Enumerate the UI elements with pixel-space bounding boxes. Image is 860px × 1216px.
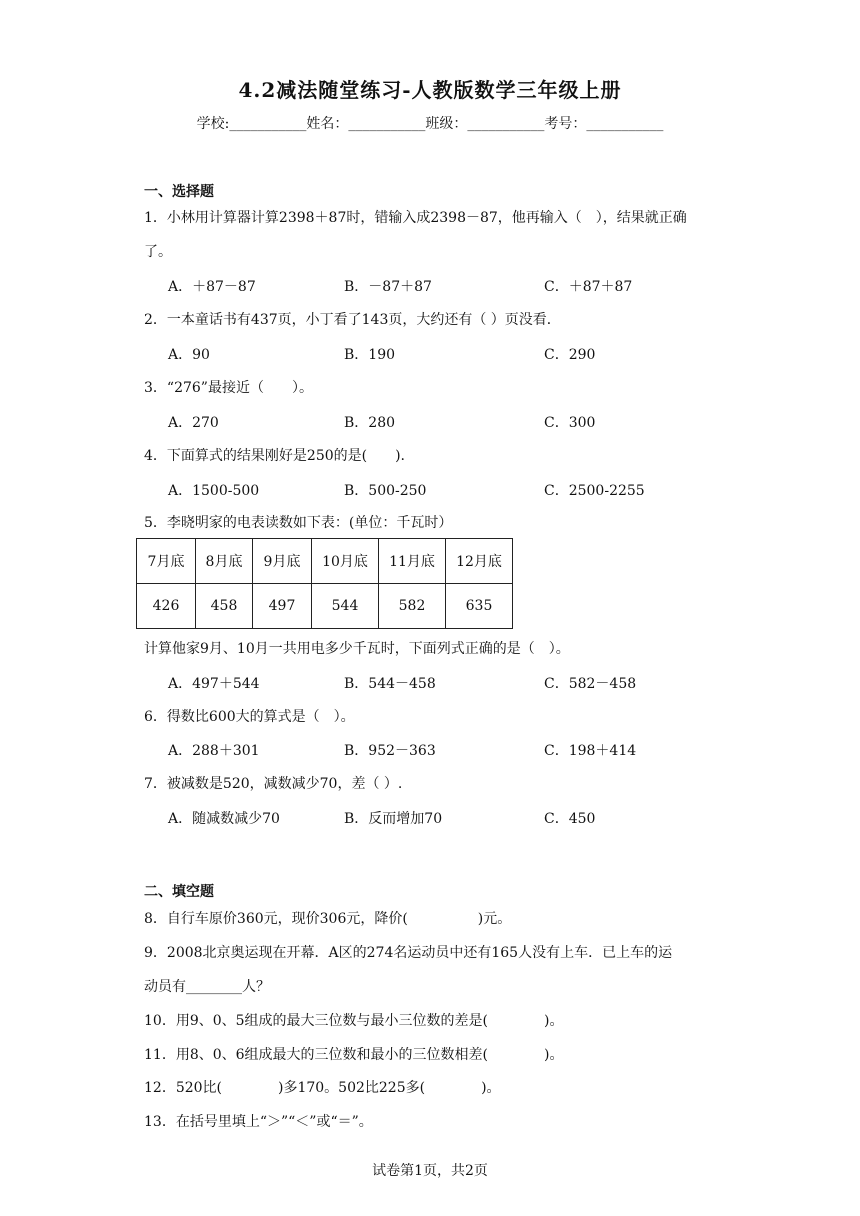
option-b: B．280 <box>344 415 396 431</box>
question-5: 5．李晓明家的电表读数如下表：(单位：千瓦时） <box>144 515 453 531</box>
table-value-cell: 635 <box>446 584 513 629</box>
electricity-table <box>136 538 513 629</box>
question-3: 3．“276”最接近（ ）。 <box>144 380 313 396</box>
option-b: B．500-250 <box>344 483 427 499</box>
page-title: 4.2减法随堂练习-人教版数学三年级上册 <box>238 78 622 102</box>
table-value-cell: 426 <box>137 584 196 629</box>
section-heading-choice: 一、选择题 <box>144 184 214 200</box>
question-5-options <box>168 673 728 693</box>
question-7: 7．被减数是520，减数减少70，差（ ）. <box>144 776 403 792</box>
option-a: A．288＋301 <box>168 743 260 759</box>
table-value-cell: 458 <box>196 584 253 629</box>
section-heading-fill: 二、填空题 <box>144 884 214 900</box>
option-a: A．＋87－87 <box>168 279 256 295</box>
question-6: 6．得数比600大的算式是（ ）。 <box>144 709 355 725</box>
question-5-follow-up: 计算他家9月、10月一共用电多少千瓦时，下面列式正确的是（ ）。 <box>144 641 570 657</box>
question-9-line-1: 9．2008北京奥运现在开幕．A区的274名运动员中还有165人没有上车．已上车的运 <box>144 945 673 961</box>
option-c: C．198＋414 <box>544 743 637 759</box>
option-a: A．90 <box>168 347 210 363</box>
option-b: B．952－363 <box>344 743 436 759</box>
question-1-options <box>168 276 728 296</box>
option-c: C．290 <box>544 347 596 363</box>
question-10: 10．用9、0、5组成的最大三位数与最小三位数的差是( )。 <box>144 1013 564 1029</box>
option-a: A．随减数减少70 <box>168 811 280 827</box>
option-b: B．－87＋87 <box>344 279 432 295</box>
option-c: C．＋87＋87 <box>544 279 633 295</box>
question-1-line-2: 了。 <box>144 244 172 260</box>
question-6-options <box>168 740 728 760</box>
option-b: B．190 <box>344 347 396 363</box>
question-11: 11．用8、0、6组成最大的三位数和最小的三位数相差( )。 <box>144 1047 564 1063</box>
option-a: A．1500-500 <box>168 483 260 499</box>
question-2-options <box>168 344 728 364</box>
option-a: A．497＋544 <box>168 676 260 692</box>
table-value-row <box>137 584 513 629</box>
option-c: C．300 <box>544 415 596 431</box>
page-footer: 试卷第1页，共2页 <box>372 1163 488 1179</box>
table-header-cell: 9月底 <box>253 539 312 584</box>
table-header-cell: 7月底 <box>137 539 196 584</box>
question-4: 4．下面算式的结果刚好是250的是( ). <box>144 448 406 464</box>
table-header-cell: 12月底 <box>446 539 513 584</box>
student-info-line: 学校:___________姓名：___________班级：___________考号：___________ <box>196 116 664 132</box>
question-12: 12．520比( )多170。502比225多( )。 <box>144 1080 501 1096</box>
table-value-cell: 544 <box>312 584 379 629</box>
option-c: C．582－458 <box>544 676 637 692</box>
table-header-cell: 11月底 <box>379 539 446 584</box>
table-value-cell: 582 <box>379 584 446 629</box>
question-9-line-2: 动员有________人？ <box>144 979 270 995</box>
question-1-line-1: 1．小林用计算器计算2398＋87时，错输入成2398－87，他再输入（ ），结果就正确 <box>144 210 687 226</box>
question-13: 13．在括号里填上“＞”“＜”或“＝”。 <box>144 1114 373 1130</box>
question-2: 2．一本童话书有437页，小丁看了143页，大约还有（ ）页没看． <box>144 312 561 328</box>
option-b: B．544－458 <box>344 676 436 692</box>
table-header-row <box>137 539 513 584</box>
option-b: B．反而增加70 <box>344 811 443 827</box>
table-value-cell: 497 <box>253 584 312 629</box>
option-c: C．450 <box>544 811 596 827</box>
table-header-cell: 10月底 <box>312 539 379 584</box>
question-7-options <box>168 808 728 828</box>
question-8: 8．自行车原价360元，现价306元，降价( )元。 <box>144 911 512 927</box>
table-header-cell: 8月底 <box>196 539 253 584</box>
question-3-options <box>168 412 728 432</box>
option-a: A．270 <box>168 415 219 431</box>
question-4-options <box>168 480 728 500</box>
option-c: C．2500-2255 <box>544 483 645 499</box>
